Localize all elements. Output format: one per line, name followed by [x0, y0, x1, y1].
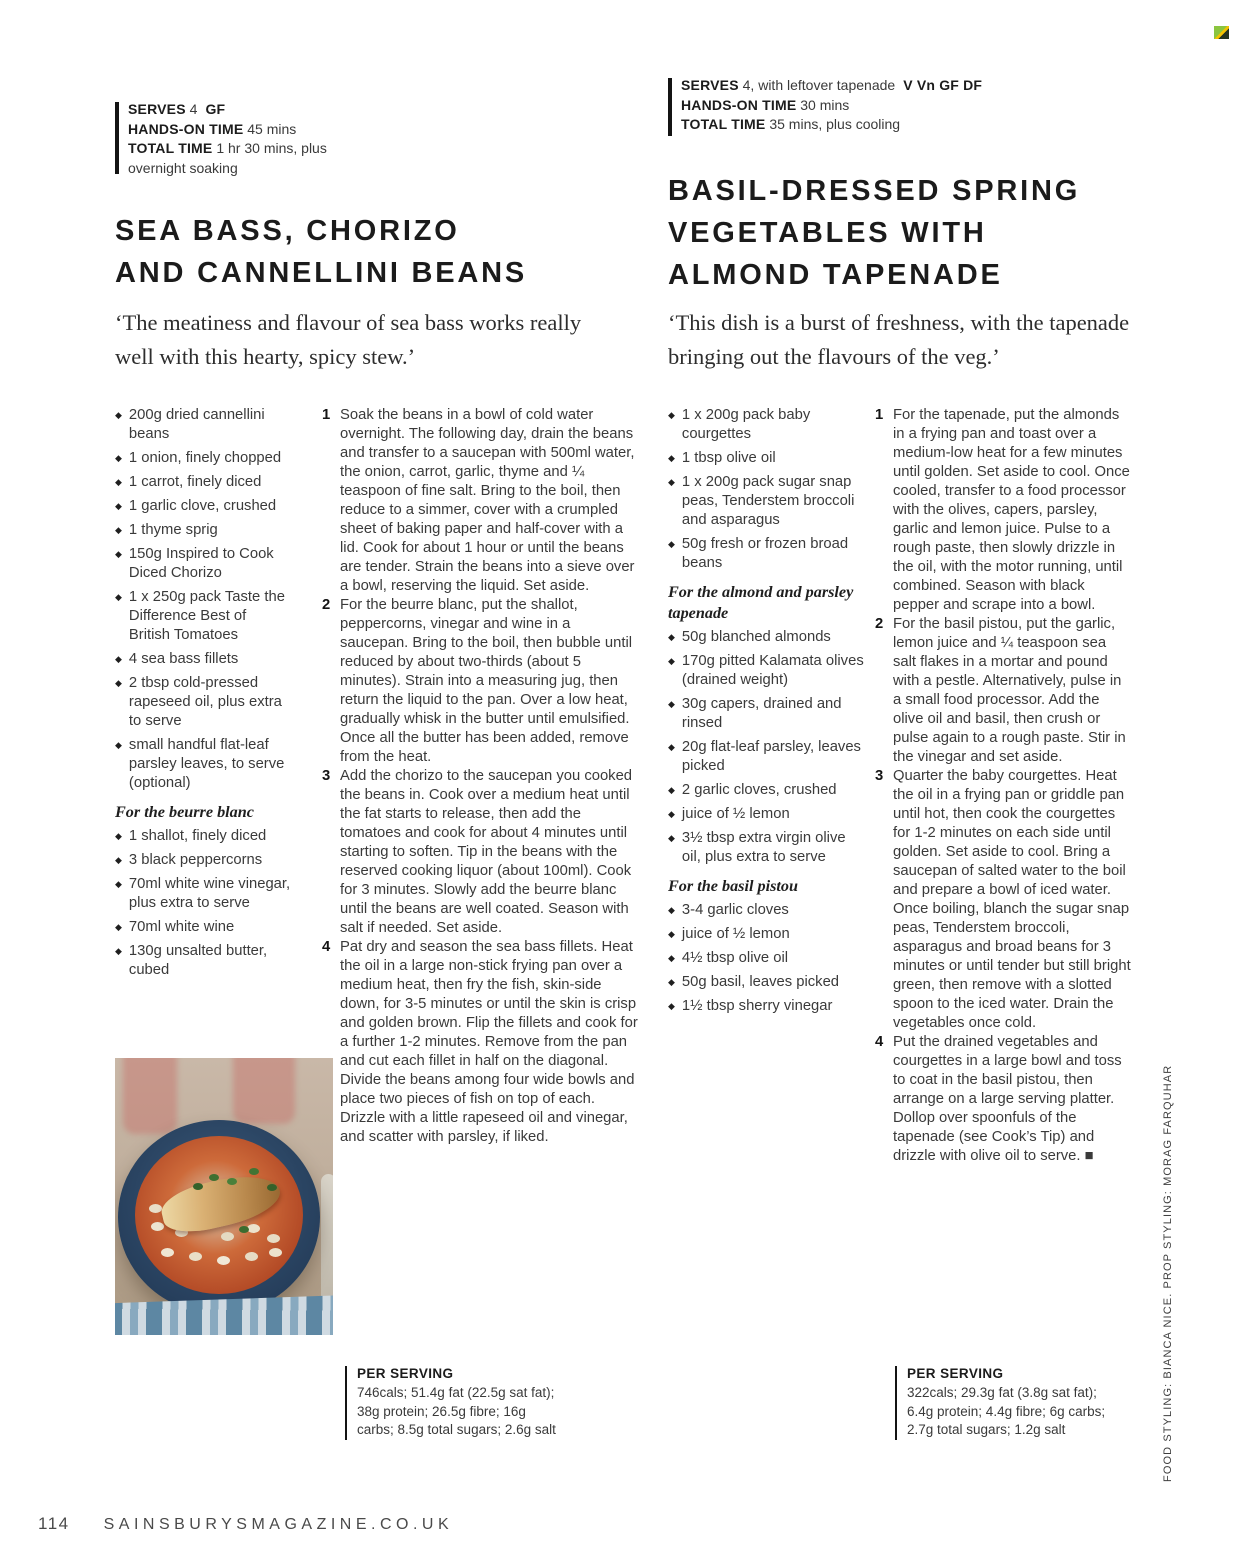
diamond-bullet-icon: ◆ [115, 477, 122, 487]
ingredient-text: 3-4 garlic cloves [681, 902, 789, 918]
ingredient-text: 50g basil, leaves picked [681, 974, 840, 990]
recipe-right-ingredients [668, 406, 864, 1021]
diamond-bullet-icon: ◆ [668, 1001, 675, 1011]
parsley-garnish [209, 1174, 219, 1181]
meta-line [681, 115, 1051, 135]
step-number: 3 [875, 768, 884, 784]
step-text: For the beurre blanc, put the shallot, peppercorns, vinegar and wine in a saucepan. Bring to the boil, then bubble until reduced by about two-thirds (about 5 minutes). Strain into a measuring jug, then return the liquid to the pan. Over a low heat, gradually whisk in the butter until emulsified. Once all the butter has been added, remove from the heat. [340, 597, 633, 765]
ingredient-item [115, 473, 291, 492]
ingredient-text: 30g capers, drained and rinsed [681, 696, 842, 731]
ingredient-item [668, 582, 864, 624]
ingredient-text: 3 black peppercorns [128, 852, 263, 868]
diamond-bullet-icon: ◆ [668, 699, 675, 709]
diamond-bullet-icon: ◆ [115, 740, 122, 750]
ingredient-item [115, 736, 291, 793]
step-text: Pat dry and season the sea bass fillets. Heat the oil in a large non-stick frying pan over a medium heat, then fry the fish, skin-side down, for 3-5 minutes or until the skin is crisp and golden brown. Flip the fillets and cook for a further 1-2 minutes. Remove from the pan and cut each fillet in half on the diagonal. [340, 939, 638, 1069]
recipe-right-meta [668, 76, 1051, 135]
meta-bar [668, 78, 672, 136]
ingredient-text: 1 onion, finely chopped [128, 450, 282, 466]
recipe-title-line: VEGETABLES WITH [668, 217, 987, 249]
recipe-title-line: BASIL-DRESSED SPRING [668, 175, 1081, 207]
ingredient-text: small handful flat-leaf parsley leaves, to serve (optional) [128, 737, 285, 791]
page-corner-icon [1214, 26, 1229, 39]
diamond-bullet-icon: ◆ [115, 922, 122, 932]
ingredient-text: 2 tbsp cold-pressed rapeseed oil, plus extra to serve [128, 675, 282, 729]
per-serving-text: 746cals; 51.4g fat (22.5g sat fat); 38g protein; 26.5g fibre; 16g carbs; 8.5g total sugars; 2.6g salt [357, 1385, 556, 1437]
ingredient-text: 150g Inspired to Cook Diced Chorizo [128, 546, 274, 581]
dish-photo [115, 1058, 333, 1335]
ingredient-item [115, 674, 291, 731]
diamond-bullet-icon: ◆ [115, 654, 122, 664]
diamond-bullet-icon: ◆ [668, 833, 675, 843]
per-serving-text: 322cals; 29.3g fat (3.8g sat fat); 6.4g protein; 4.4g fibre; 6g carbs; 2.7g total sugars; 1.2g salt [907, 1385, 1106, 1437]
diamond-bullet-icon: ◆ [115, 879, 122, 889]
method-step [322, 1071, 640, 1147]
ingredient-item [668, 805, 864, 824]
ingredient-text: 4 sea bass fillets [128, 651, 239, 667]
recipe-left-quote: ‘The meatiness and flavour of sea bass works really well with this hearty, spicy stew.’ [115, 310, 582, 369]
ingredient-text: 1 x 200g pack sugar snap peas, Tenderstem broccoli and asparagus [681, 474, 855, 528]
ingredient-text: For the almond and parsley tapenade [668, 583, 854, 622]
stew-bowl [118, 1120, 320, 1314]
sea-bass-fillet [157, 1167, 284, 1239]
ingredient-item [668, 628, 864, 647]
meta-label: HANDS-ON TIME [128, 120, 244, 137]
ingredient-text: 1 garlic clove, crushed [128, 498, 277, 514]
ingredient-item [115, 851, 291, 870]
ingredient-item [668, 997, 864, 1016]
ingredient-item [115, 650, 291, 669]
ingredient-item [115, 802, 291, 823]
ingredient-item [668, 535, 864, 573]
ingredient-item [115, 588, 291, 645]
step-text: Soak the beans in a bowl of cold water overnight. The following day, drain the beans and transfer to a saucepan with 500ml water, the onion, carrot, garlic, thyme and ¼ teaspoon of fine salt. Bring to the boil, then reduce to a simmer, cover with a crumpled sheet of baking paper and half-cover with a lid. Cook for about 1 hour or until the beans are tender. Strain the beans into a sieve over a bowl, reserving the liquid. Set aside. [340, 407, 635, 594]
method-step [322, 938, 640, 1071]
ingredient-item [668, 949, 864, 968]
step-text: Add the chorizo to the saucepan you cooked the beans in. Cook over a medium heat until the fat starts to release, then add the tomatoes and cook for about 4 minutes until starting to soften. Tip in the beans with the reserved cooking liquor (about 100ml). Cook for 3 minutes. Slowly add the beurre blanc until the beans are well coated. Season with salt if needed. Set aside. [340, 768, 633, 936]
diamond-bullet-icon: ◆ [668, 539, 675, 549]
ingredient-text: juice of ½ lemon [681, 926, 790, 942]
ingredient-item [115, 521, 291, 540]
method-step [322, 406, 640, 596]
diamond-bullet-icon: ◆ [668, 977, 675, 987]
method-step [875, 767, 1133, 1033]
diamond-bullet-icon: ◆ [668, 410, 675, 420]
ingredient-text: 2 garlic cloves, crushed [681, 782, 837, 798]
ingredient-text: 1 carrot, finely diced [128, 474, 262, 490]
ingredient-text: 1 x 250g pack Taste the Difference Best of British Tomatoes [128, 589, 285, 643]
recipe-title-line: SEA BASS, CHORIZO [115, 215, 460, 247]
ingredient-text: 1 x 200g pack baby courgettes [681, 407, 811, 442]
recipe-left-method [322, 406, 640, 1147]
wine-glass [123, 1058, 177, 1134]
step-number: 3 [322, 768, 331, 784]
method-step [875, 406, 1133, 615]
ingredient-text: 200g dried cannellini beans [128, 407, 265, 442]
recipe-left-per-serving [345, 1366, 562, 1440]
ingredient-text: 1½ tbsp sherry vinegar [681, 998, 833, 1014]
meta-value: 45 mins [247, 120, 297, 137]
diamond-bullet-icon: ◆ [668, 953, 675, 963]
ingredient-item [115, 545, 291, 583]
diamond-bullet-icon: ◆ [115, 946, 122, 956]
ingredient-item [115, 449, 291, 468]
diamond-bullet-icon: ◆ [115, 525, 122, 535]
ingredient-item [668, 473, 864, 530]
step-text: Put the drained vegetables and courgettes in a large bowl and toss to coat in the basil pistou, then arrange on a large serving platter. Dollop over spoonfuls of the tapenade (see Cook’s Tip) and drizzle with olive oil to serve. ■ [893, 1034, 1122, 1164]
ingredient-item [668, 876, 864, 897]
ingredient-item [668, 449, 864, 468]
diamond-bullet-icon: ◆ [115, 855, 122, 865]
ingredient-item [668, 695, 864, 733]
diamond-bullet-icon: ◆ [668, 632, 675, 642]
meta-value: 30 mins [800, 96, 850, 113]
diamond-bullet-icon: ◆ [115, 549, 122, 559]
ingredient-text: 70ml white wine [128, 919, 235, 935]
ingredient-text: 70ml white wine vinegar, plus extra to serve [128, 876, 291, 911]
recipe-left-ingredients [115, 406, 291, 985]
recipe-title-line: AND CANNELLINI BEANS [115, 257, 528, 289]
ingredient-text: 170g pitted Kalamata olives (drained weight) [681, 653, 864, 688]
diamond-bullet-icon: ◆ [115, 831, 122, 841]
meta-line [128, 100, 343, 120]
ingredient-item [115, 875, 291, 913]
meta-value: 1 hr 30 mins, plus overnight soaking [128, 140, 327, 176]
recipe-left-title [115, 210, 527, 294]
step-text: For the tapenade, put the almonds in a frying pan and toast over a medium-low heat for a few minutes until golden. Set aside to cool. Once cooled, transfer to a food processor with the olives, capers, parsley, garlic and lemon juice. Pulse to a rough paste, then slowly drizzle in the oil, with the motor running, until combined. Season with black pepper and scrape into a bowl. [893, 407, 1130, 613]
wine-glass [233, 1058, 295, 1124]
step-number: 1 [875, 407, 884, 423]
meta-line [681, 76, 1051, 96]
meta-value: 35 mins, plus cooling [769, 116, 901, 132]
meta-label: TOTAL TIME [681, 116, 766, 132]
step-number: 2 [322, 597, 331, 613]
ingredient-text: 50g blanched almonds [681, 629, 831, 645]
diamond-bullet-icon: ◆ [115, 678, 122, 688]
meta-line [128, 139, 343, 178]
step-number: 1 [322, 407, 331, 423]
diamond-bullet-icon: ◆ [115, 501, 122, 511]
ingredient-text: 1 tbsp olive oil [681, 450, 776, 466]
ingredient-item [668, 925, 864, 944]
ingredient-text: 50g fresh or frozen broad beans [681, 536, 849, 571]
ingredient-item [668, 973, 864, 992]
diet-badges: GF [205, 101, 226, 117]
ingredient-text: 130g unsalted butter, cubed [128, 943, 268, 978]
ingredient-item [668, 901, 864, 920]
diamond-bullet-icon: ◆ [668, 809, 675, 819]
ingredient-item [115, 406, 291, 444]
diamond-bullet-icon: ◆ [115, 592, 122, 602]
ingredient-item [668, 652, 864, 690]
ingredient-item [115, 918, 291, 937]
ingredient-text: 1 shallot, finely diced [128, 828, 267, 844]
recipe-right-method [875, 406, 1133, 1166]
striped-cloth [115, 1295, 333, 1335]
ingredient-text: For the beurre blanc [115, 803, 254, 821]
recipe-right-title [668, 170, 1080, 296]
meta-value: 4, with leftover tapenade [742, 77, 896, 93]
ingredient-item [668, 406, 864, 444]
recipe-left-meta [115, 100, 343, 178]
ingredient-text: 4½ tbsp olive oil [681, 950, 789, 966]
diet-badges: V Vn GF DF [903, 77, 983, 93]
diamond-bullet-icon: ◆ [668, 742, 675, 752]
ingredient-text: 1 thyme sprig [128, 522, 218, 538]
step-number: 4 [322, 939, 331, 955]
diamond-bullet-icon: ◆ [668, 477, 675, 487]
ingredient-item [115, 827, 291, 846]
recipe-right-per-serving [895, 1366, 1119, 1440]
ingredient-item [668, 829, 864, 867]
meta-label: HANDS-ON TIME [681, 96, 797, 113]
ingredient-item [668, 781, 864, 800]
page-number: 114 [38, 1514, 70, 1533]
meta-line [128, 120, 343, 140]
meta-label: TOTAL TIME [128, 140, 213, 156]
meta-label: SERVES [681, 77, 739, 93]
bean-stew [135, 1136, 303, 1294]
step-text: For the basil pistou, put the garlic, lemon juice and ¼ teaspoon sea salt flakes in a mortar and pound with a pestle. Alternatively, pulse in a small food processor. Add the olive oil and basil, then crush or pulse again to a rough paste. Stir in the vinegar and set aside. [893, 616, 1126, 765]
method-step [875, 1033, 1133, 1166]
diamond-bullet-icon: ◆ [668, 905, 675, 915]
ingredient-text: 3½ tbsp extra virgin olive oil, plus extra to serve [681, 830, 846, 865]
diamond-bullet-icon: ◆ [668, 453, 675, 463]
ingredient-item [115, 942, 291, 980]
meta-value: 4 [189, 101, 198, 117]
per-serving-label: PER SERVING [357, 1366, 454, 1381]
recipe-right-quote: ‘This dish is a burst of freshness, with the tapenade bringing out the flavours of the veg.’ [668, 310, 1130, 369]
meta-line [681, 96, 1051, 116]
diamond-bullet-icon: ◆ [668, 929, 675, 939]
diamond-bullet-icon: ◆ [668, 656, 675, 666]
cannellini-beans [151, 1222, 164, 1231]
ingredient-item [115, 497, 291, 516]
ingredient-text: For the basil pistou [668, 877, 798, 895]
per-serving-label: PER SERVING [907, 1366, 1004, 1381]
site-url: SAINSBURYSMAGAZINE.CO.UK [103, 1516, 454, 1533]
diamond-bullet-icon: ◆ [115, 410, 122, 420]
method-step [322, 596, 640, 767]
page-footer [38, 1514, 453, 1534]
photo-credit-vertical: FOOD STYLING: BIANCA NICE. PROP STYLING: MORAG FARQUHAR [1162, 1064, 1174, 1482]
ingredient-item [668, 738, 864, 776]
diamond-bullet-icon: ◆ [115, 453, 122, 463]
recipe-title-line: ALMOND TAPENADE [668, 259, 1003, 291]
method-step [322, 767, 640, 938]
meta-label: SERVES [128, 101, 186, 117]
method-step [875, 615, 1133, 767]
step-number: 2 [875, 616, 884, 632]
ingredient-text: 20g flat-leaf parsley, leaves picked [681, 739, 861, 774]
step-text: Quarter the baby courgettes. Heat the oil in a frying pan or griddle pan until hot, then cook the courgettes for 1-2 minutes on each side until golden. Set aside to cool. Bring a saucepan of salted water to the boil and prepare a bowl of iced water. Once boiling, blanch the sugar snap peas, Tenderstem broccoli, asparagus and broad beans for 3 minutes or until tender but still bright green, then remove with a slotted spoon to the iced water. Drain the vegetables once cold. [893, 768, 1131, 1031]
step-number: 4 [875, 1034, 884, 1050]
meta-bar [115, 102, 119, 174]
diamond-bullet-icon: ◆ [668, 785, 675, 795]
ingredient-text: juice of ½ lemon [681, 806, 790, 822]
step-text: Divide the beans among four wide bowls and place two pieces of fish on top of each. Drizzle with a little rapeseed oil and vinegar, and scatter with parsley, if liked. [340, 1072, 635, 1145]
